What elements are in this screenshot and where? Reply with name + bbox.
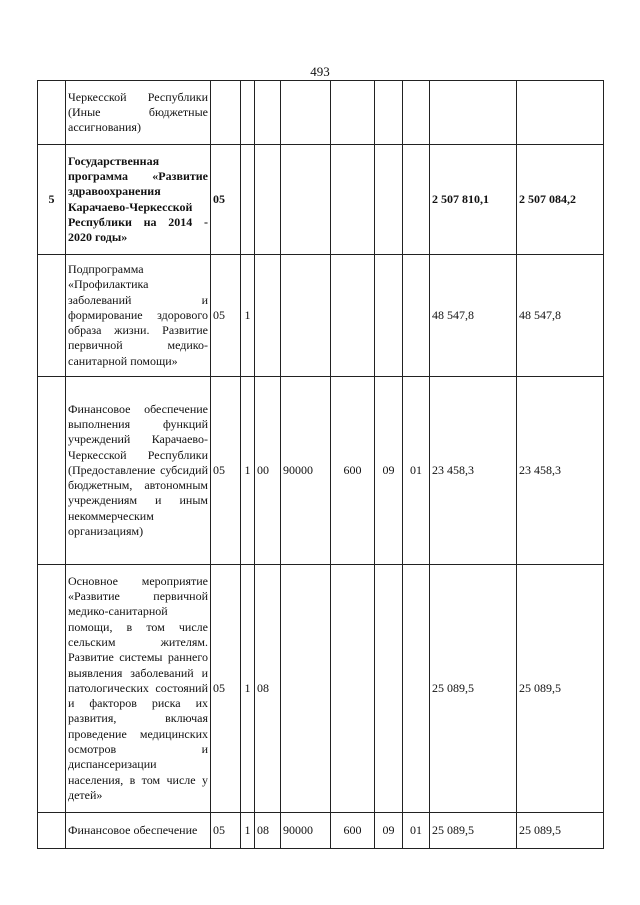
row-description: Основное мероприятие «Развитие первичной медико-санитарной помощи, в том числе сельским жителям. Развитие системы раннего выявления заболеваний и патологических состояний и факторов риска их развития, включая проведение медицинских осмотров и диспансеризации населения, в том числе у детей» bbox=[66, 565, 211, 813]
code-cell bbox=[403, 565, 430, 813]
amount-cell: 23 458,3 bbox=[430, 377, 517, 565]
amount-cell: 48 547,8 bbox=[430, 255, 517, 377]
code-cell: 05 bbox=[211, 377, 241, 565]
row-number: 5 bbox=[38, 145, 66, 255]
code-cell bbox=[255, 255, 281, 377]
code-cell: 01 bbox=[403, 377, 430, 565]
code-cell: 08 bbox=[255, 565, 281, 813]
amount-cell: 25 089,5 bbox=[430, 565, 517, 813]
code-cell bbox=[255, 145, 281, 255]
row-number bbox=[38, 565, 66, 813]
table-row bbox=[38, 81, 604, 145]
code-cell: 00 bbox=[255, 377, 281, 565]
row-description: Черкесской Республики (Иные бюджетные ассигнования) bbox=[66, 81, 211, 145]
amount-cell: 25 089,5 bbox=[430, 813, 517, 849]
code-cell: 90000 bbox=[281, 813, 331, 849]
code-cell: 05 bbox=[211, 813, 241, 849]
table-row bbox=[38, 813, 604, 849]
table-row bbox=[38, 145, 604, 255]
code-cell: 1 bbox=[241, 813, 255, 849]
code-cell bbox=[241, 81, 255, 145]
code-cell bbox=[375, 145, 403, 255]
code-cell: 05 bbox=[211, 145, 241, 255]
row-number bbox=[38, 377, 66, 565]
code-cell bbox=[281, 255, 331, 377]
table-row bbox=[38, 377, 604, 565]
code-cell: 600 bbox=[331, 377, 375, 565]
code-cell bbox=[375, 255, 403, 377]
amount-cell: 23 458,3 bbox=[517, 377, 604, 565]
code-cell bbox=[241, 145, 255, 255]
row-number bbox=[38, 81, 66, 145]
amount-cell bbox=[430, 81, 517, 145]
row-description: Подпрограмма «Профилактика заболеваний и формирование здорового образа жизни. Развитие первичной медико-санитарной помощи» bbox=[66, 255, 211, 377]
code-cell: 01 bbox=[403, 813, 430, 849]
code-cell bbox=[331, 145, 375, 255]
amount-cell: 48 547,8 bbox=[517, 255, 604, 377]
code-cell bbox=[255, 81, 281, 145]
code-cell bbox=[403, 255, 430, 377]
row-number bbox=[38, 255, 66, 377]
amount-cell: 2 507 810,1 bbox=[430, 145, 517, 255]
code-cell bbox=[331, 255, 375, 377]
code-cell bbox=[211, 81, 241, 145]
code-cell: 1 bbox=[241, 377, 255, 565]
code-cell bbox=[403, 145, 430, 255]
code-cell: 05 bbox=[211, 565, 241, 813]
page-number: 493 bbox=[310, 64, 330, 79]
code-cell bbox=[281, 565, 331, 813]
row-number bbox=[38, 813, 66, 849]
code-cell bbox=[331, 81, 375, 145]
code-cell: 09 bbox=[375, 377, 403, 565]
code-cell: 05 bbox=[211, 255, 241, 377]
code-cell bbox=[281, 145, 331, 255]
amount-cell: 25 089,5 bbox=[517, 813, 604, 849]
code-cell: 08 bbox=[255, 813, 281, 849]
budget-table bbox=[37, 80, 604, 849]
code-cell bbox=[281, 81, 331, 145]
code-cell bbox=[403, 81, 430, 145]
amount-cell bbox=[517, 81, 604, 145]
code-cell: 09 bbox=[375, 813, 403, 849]
amount-cell: 25 089,5 bbox=[517, 565, 604, 813]
code-cell bbox=[331, 565, 375, 813]
row-description: Государственная программа «Развитие здравоохранения Карачаево-Черкесской Республики на 2014 - 2020 годы» bbox=[66, 145, 211, 255]
row-description: Финансовое обеспечение bbox=[66, 813, 211, 849]
table-row bbox=[38, 565, 604, 813]
code-cell: 1 bbox=[241, 565, 255, 813]
code-cell bbox=[375, 565, 403, 813]
code-cell: 600 bbox=[331, 813, 375, 849]
table-row bbox=[38, 255, 604, 377]
code-cell bbox=[375, 81, 403, 145]
code-cell: 90000 bbox=[281, 377, 331, 565]
amount-cell: 2 507 084,2 bbox=[517, 145, 604, 255]
row-description: Финансовое обеспечение выполнения функций учреждений Карачаево-Черкесской Республики (Предоставление субсидий бюджетным, автономным учреждениям и иным некоммерческим организациям) bbox=[66, 377, 211, 565]
code-cell: 1 bbox=[241, 255, 255, 377]
